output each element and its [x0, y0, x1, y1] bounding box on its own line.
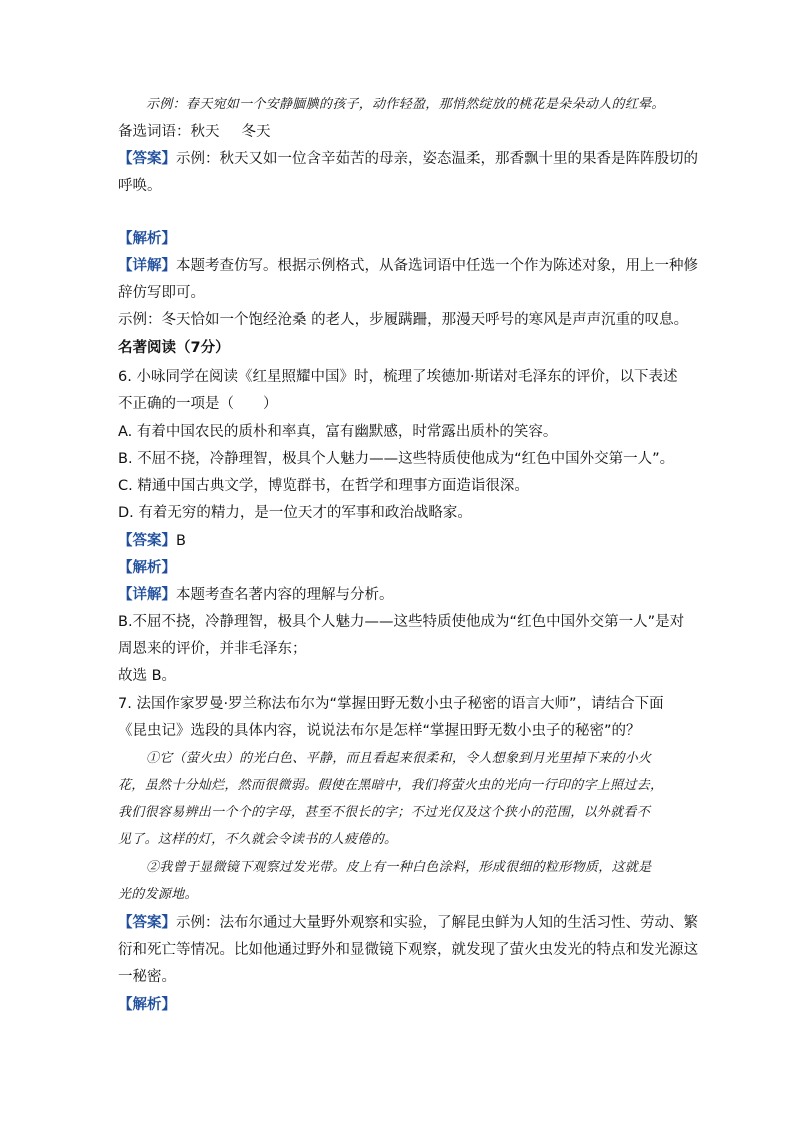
q5-answer-line-1	[118, 149, 698, 169]
q6-option-a: A. 有着中国农民的质朴和率真，富有幽默感，时常露出质朴的笑容。	[118, 424, 558, 440]
q6-stem-line-2: 不正确的一项是（ ）	[118, 396, 278, 412]
q6-answer	[118, 531, 688, 551]
q5-options-label: 备选词语：	[118, 124, 191, 140]
q6-detail-line-3: 周恩来的评价，并非毛泽东；	[118, 641, 307, 657]
q6-analysis-tag: 【解析】	[118, 560, 176, 576]
q6-option-b: B. 不屈不挠，冷静理智，极具个人魅力——这些特质使他成为“红色中国外交第一人”。	[118, 451, 675, 467]
q6-option-c: C. 精通中国古典文学，博览群书，在哲学和理事方面造诣很深。	[118, 478, 529, 494]
q5-options	[118, 122, 688, 142]
q7-passage-line-4: 见了。这样的灯，不久就会令读书的人疲倦的。	[118, 832, 398, 847]
q7-answer-line-2: 衍和死亡等情况。比如他通过野外和显微镜下观察，就发现了萤火虫发光的特点和发光源这	[118, 942, 698, 958]
q7-answer-line-3: 一秘密。	[118, 969, 176, 985]
detail-tag: 【详解】	[118, 587, 176, 603]
q6-detail-line-2: B.不屈不挠，冷静理智，极具个人魅力——这些特质使他成为“红色中国外交第一人”是对	[118, 614, 685, 630]
q7-passage-line-5: ②我曾于显微镜下观察过发光带。皮上有一种白色涂料，形成很细的粒形物质，这就是	[146, 860, 652, 875]
answer-tag: 【答案】	[118, 915, 176, 931]
q6-detail-line-4: 故选 B。	[118, 668, 177, 684]
q5-detail-line-1	[118, 256, 698, 276]
q5-option-1: 秋天	[190, 124, 220, 140]
q7-passage-line-1: ①它（萤火虫）的光白色、平静，而且看起来很柔和，令人想象到月光里掉下来的小火	[146, 751, 652, 766]
q5-answer-line-2: 呼唤。	[118, 178, 162, 194]
q7-analysis-tag: 【解析】	[118, 997, 176, 1013]
q5-answer-text: 示例：秋天又如一位含辛茹苦的母亲，姿态温柔，那香飘十里的果香是阵阵殷切的	[176, 151, 698, 167]
q6-stem-line-1: 6. 小咏同学在阅读《红星照耀中国》时，梳理了埃德加·斯诺对毛泽东的评价，以下表述	[118, 369, 678, 385]
q5-example: 示例：春天宛如一个安静腼腆的孩子，动作轻盈，那悄然绽放的桃花是朵朵动人的红晕。	[146, 97, 665, 112]
q5-detail-line-3: 示例：冬天恰如一个饱经沧桑 的老人，步履蹒跚，那漫天呼号的寒风是声声沉重的叹息。	[118, 312, 689, 328]
detail-tag: 【详解】	[118, 258, 176, 274]
section-title: 名著阅读（7分）	[118, 340, 230, 356]
q7-passage-line-2: 花，虽然十分灿烂，然而很微弱。假使在黑暗中，我们将萤火虫的光向一行印的字上照过去，	[118, 778, 664, 793]
q6-option-d: D. 有着无穷的精力，是一位天才的军事和政治战略家。	[118, 505, 472, 521]
q6-answer-value: B	[176, 533, 186, 549]
q7-passage-line-6: 光的发源地。	[118, 887, 198, 902]
q7-stem-line-1: 7. 法国作家罗曼·罗兰称法布尔为“掌握田野无数小虫子秘密的语言大师”，请结合下面	[118, 696, 664, 712]
answer-tag: 【答案】	[118, 533, 176, 549]
answer-tag: 【答案】	[118, 151, 176, 167]
q5-analysis-tag: 【解析】	[118, 231, 176, 247]
q5-detail-text: 本题考查仿写。根据示例格式，从备选词语中任选一个作为陈述对象，用上一种修	[176, 258, 698, 274]
q6-detail-text: 本题考查名著内容的理解与分析。	[176, 587, 394, 603]
q5-detail-line-2: 辞仿写即可。	[118, 285, 205, 301]
q7-passage-line-3: 我们很容易辨出一个个的字母，甚至不很长的字；不过光仅及这个狭小的范围，以外就看不	[118, 805, 651, 820]
q7-answer-text: 示例：法布尔通过大量野外观察和实验，了解昆虫鲜为人知的生活习性、劳动、繁	[176, 915, 698, 931]
q7-answer-line-1	[118, 913, 698, 933]
q7-stem-line-2: 《昆虫记》选段的具体内容，说说法布尔是怎样“掌握田野无数小虫子的秘密”的？	[118, 723, 641, 739]
q6-detail-line-1	[118, 585, 688, 605]
q5-option-2: 冬天	[241, 124, 271, 140]
